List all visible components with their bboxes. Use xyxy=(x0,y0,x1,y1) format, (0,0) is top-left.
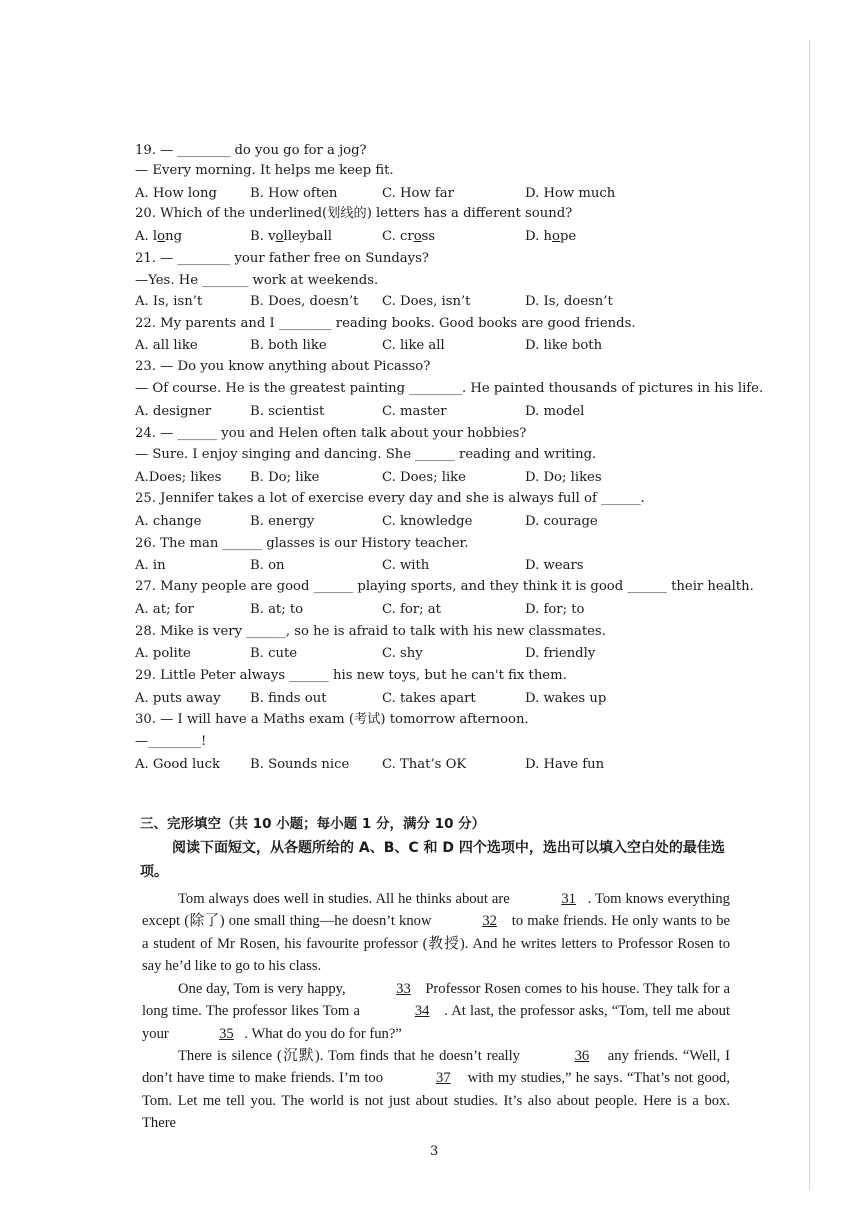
blank-34[interactable]: 34 xyxy=(414,1003,430,1020)
q24-option-c[interactable]: C. Does; like xyxy=(382,470,466,485)
q30-option-c[interactable]: C. That’s OK xyxy=(382,757,467,772)
q23-options xyxy=(135,403,755,421)
q29-stem-line: 29. Little Peter always ______ his new toys, but he can't fix them. xyxy=(135,668,567,683)
underlined-letter: o xyxy=(413,229,422,244)
q27-option-c[interactable]: C. for; at xyxy=(382,602,441,617)
q19-option-c[interactable]: C. How far xyxy=(382,186,454,201)
q22-options xyxy=(135,337,755,355)
blank-35[interactable]: 35 xyxy=(219,1025,234,1042)
q21-option-d[interactable]: D. Is, doesn’t xyxy=(525,294,613,309)
q19-option-a[interactable]: A. How long xyxy=(135,186,217,201)
q29-options xyxy=(135,690,755,708)
q29-option-c[interactable]: C. takes apart xyxy=(382,691,476,706)
q21-option-c[interactable]: C. Does, isn’t xyxy=(382,294,471,309)
q28-option-d[interactable]: D. friendly xyxy=(525,646,596,661)
q29-option-d[interactable]: D. wakes up xyxy=(525,691,607,706)
q25-option-b[interactable]: B. energy xyxy=(250,514,315,529)
blank-37[interactable]: 37 xyxy=(436,1070,451,1087)
q30-option-a[interactable]: A. Good luck xyxy=(135,757,221,772)
q24-stem-line: — Sure. I enjoy singing and dancing. She ______ reading and writing. xyxy=(135,447,597,462)
q25-option-c[interactable]: C. knowledge xyxy=(382,514,473,529)
q21-options xyxy=(135,293,755,311)
q30-stem-line: 30. — I will have a Maths exam (考试) tomorrow afternoon. xyxy=(135,712,529,727)
passage-paragraph-3: There is silence (沉默). Tom finds that he doesn’t really 36 any friends. “Well, I don’t have time to make friends. I’m too 37 with my studies,” he says. “That’s not good, Tom. Let me tell you. The world is not just about studies. It’s also about people. Here is a box. There xyxy=(142,1045,730,1135)
underlined-letter: o xyxy=(157,229,166,244)
q26-option-b[interactable]: B. on xyxy=(250,558,285,573)
q27-option-a[interactable]: A. at; for xyxy=(135,602,194,617)
page-number: 3 xyxy=(430,1144,439,1159)
q26-stem-line: 26. The man ______ glasses is our History teacher. xyxy=(135,536,469,551)
q24-option-a[interactable]: A.Does; likes xyxy=(135,470,222,485)
q21-stem-line: 21. — ________ your father free on Sundays? xyxy=(135,251,429,266)
q26-option-d[interactable]: D. wears xyxy=(525,558,584,573)
q29-option-b[interactable]: B. finds out xyxy=(250,691,327,706)
q20-stem-line: 20. Which of the underlined(划线的) letters has a different sound? xyxy=(135,206,573,221)
q22-option-b[interactable]: B. both like xyxy=(250,338,327,353)
blank-31[interactable]: 31 xyxy=(561,891,576,907)
q19-option-d[interactable]: D. How much xyxy=(525,186,616,201)
q20-option-a[interactable]: A. long xyxy=(135,229,183,244)
q23-option-c[interactable]: C. master xyxy=(382,404,447,419)
blank-32[interactable]: 32 xyxy=(482,913,497,930)
q25-stem-line: 25. Jennifer takes a lot of exercise every day and she is always full of ______. xyxy=(135,491,645,506)
q30-options xyxy=(135,756,755,774)
q27-stem-line: 27. Many people are good ______ playing sports, and they think it is good ______ their health. xyxy=(135,579,754,594)
q24-stem-line: 24. — ______ you and Helen often talk about your hobbies? xyxy=(135,426,527,441)
section-title: 三、完形填空（共 10 小题；每小题 1 分，满分 10 分） xyxy=(140,816,486,832)
q20-option-d[interactable]: D. hope xyxy=(525,229,577,244)
q20-options xyxy=(135,228,755,246)
q20-option-b[interactable]: B. volleyball xyxy=(250,229,332,244)
passage-paragraph-1: Tom always does well in studies. All he thinks about are 31 . Tom knows everything except (除了) one small thing—he doesn’t know 32 to make friends. He only wants to be a student of Mr Rosen, his favourite professor (教授). And he writes letters to Professor Rosen to say he’d like to go to his class. xyxy=(142,888,730,978)
q22-option-c[interactable]: C. like all xyxy=(382,338,445,353)
q26-option-a[interactable]: A. in xyxy=(135,558,166,573)
q22-option-d[interactable]: D. like both xyxy=(525,338,603,353)
q24-option-d[interactable]: D. Do; likes xyxy=(525,470,602,485)
q26-options xyxy=(135,557,755,575)
blank-36[interactable]: 36 xyxy=(574,1048,590,1064)
q29-option-a[interactable]: A. puts away xyxy=(135,691,221,706)
q21-option-b[interactable]: B. Does, doesn’t xyxy=(250,294,359,309)
q19-options xyxy=(135,185,755,203)
q23-stem-line: — Of course. He is the greatest painting ________. He painted thousands of pictures in his life. xyxy=(135,381,764,396)
q23-option-b[interactable]: B. scientist xyxy=(250,404,325,419)
q19-stem-line: — Every morning. It helps me keep fit. xyxy=(135,163,394,178)
q25-option-d[interactable]: D. courage xyxy=(525,514,598,529)
q21-stem-line: —Yes. He _______ work at weekends. xyxy=(135,273,379,288)
q28-stem-line: 28. Mike is very ______, so he is afraid to talk with his new classmates. xyxy=(135,624,606,639)
q25-option-a[interactable]: A. change xyxy=(135,514,202,529)
q30-stem-line: —________! xyxy=(135,734,207,749)
q22-stem-line: 22. My parents and I ________ reading books. Good books are good friends. xyxy=(135,316,636,331)
q20-option-c[interactable]: C. cross xyxy=(382,229,436,244)
q19-stem-line: 19. — ________ do you go for a jog? xyxy=(135,143,367,158)
q21-option-a[interactable]: A. Is, isn’t xyxy=(135,294,203,309)
q23-option-d[interactable]: D. model xyxy=(525,404,585,419)
q26-option-c[interactable]: C. with xyxy=(382,558,430,573)
q30-option-d[interactable]: D. Have fun xyxy=(525,757,605,772)
underlined-letter: o xyxy=(275,229,284,244)
q27-option-d[interactable]: D. for; to xyxy=(525,602,585,617)
q23-stem-line: 23. — Do you know anything about Picasso? xyxy=(135,359,431,374)
q30-option-b[interactable]: B. Sounds nice xyxy=(250,757,350,772)
q28-option-c[interactable]: C. shy xyxy=(382,646,423,661)
q19-option-b[interactable]: B. How often xyxy=(250,186,338,201)
q22-option-a[interactable]: A. all like xyxy=(135,338,198,353)
q27-option-b[interactable]: B. at; to xyxy=(250,602,304,617)
q23-option-a[interactable]: A. designer xyxy=(135,404,212,419)
underlined-letter: o xyxy=(551,229,560,244)
q28-option-a[interactable]: A. polite xyxy=(135,646,191,661)
q28-options xyxy=(135,645,755,663)
passage-paragraph-2: One day, Tom is very happy, 33 Professor Rosen comes to his house. They talk for a long time. The professor likes Tom a 34 . At last, the professor asks, “Tom, tell me about your 35 . What do you do for fun?” xyxy=(142,978,730,1045)
q24-options xyxy=(135,469,755,487)
q28-option-b[interactable]: B. cute xyxy=(250,646,298,661)
q24-option-b[interactable]: B. Do; like xyxy=(250,470,320,485)
q27-options xyxy=(135,601,755,619)
q25-options xyxy=(135,513,755,531)
blank-33[interactable]: 33 xyxy=(396,981,411,997)
section-instruction: 阅读下面短文，从各题所给的 A、B、C 和 D 四个选项中，选出可以填入空白处的最佳选项。 xyxy=(140,840,725,880)
page-border xyxy=(809,40,810,1190)
